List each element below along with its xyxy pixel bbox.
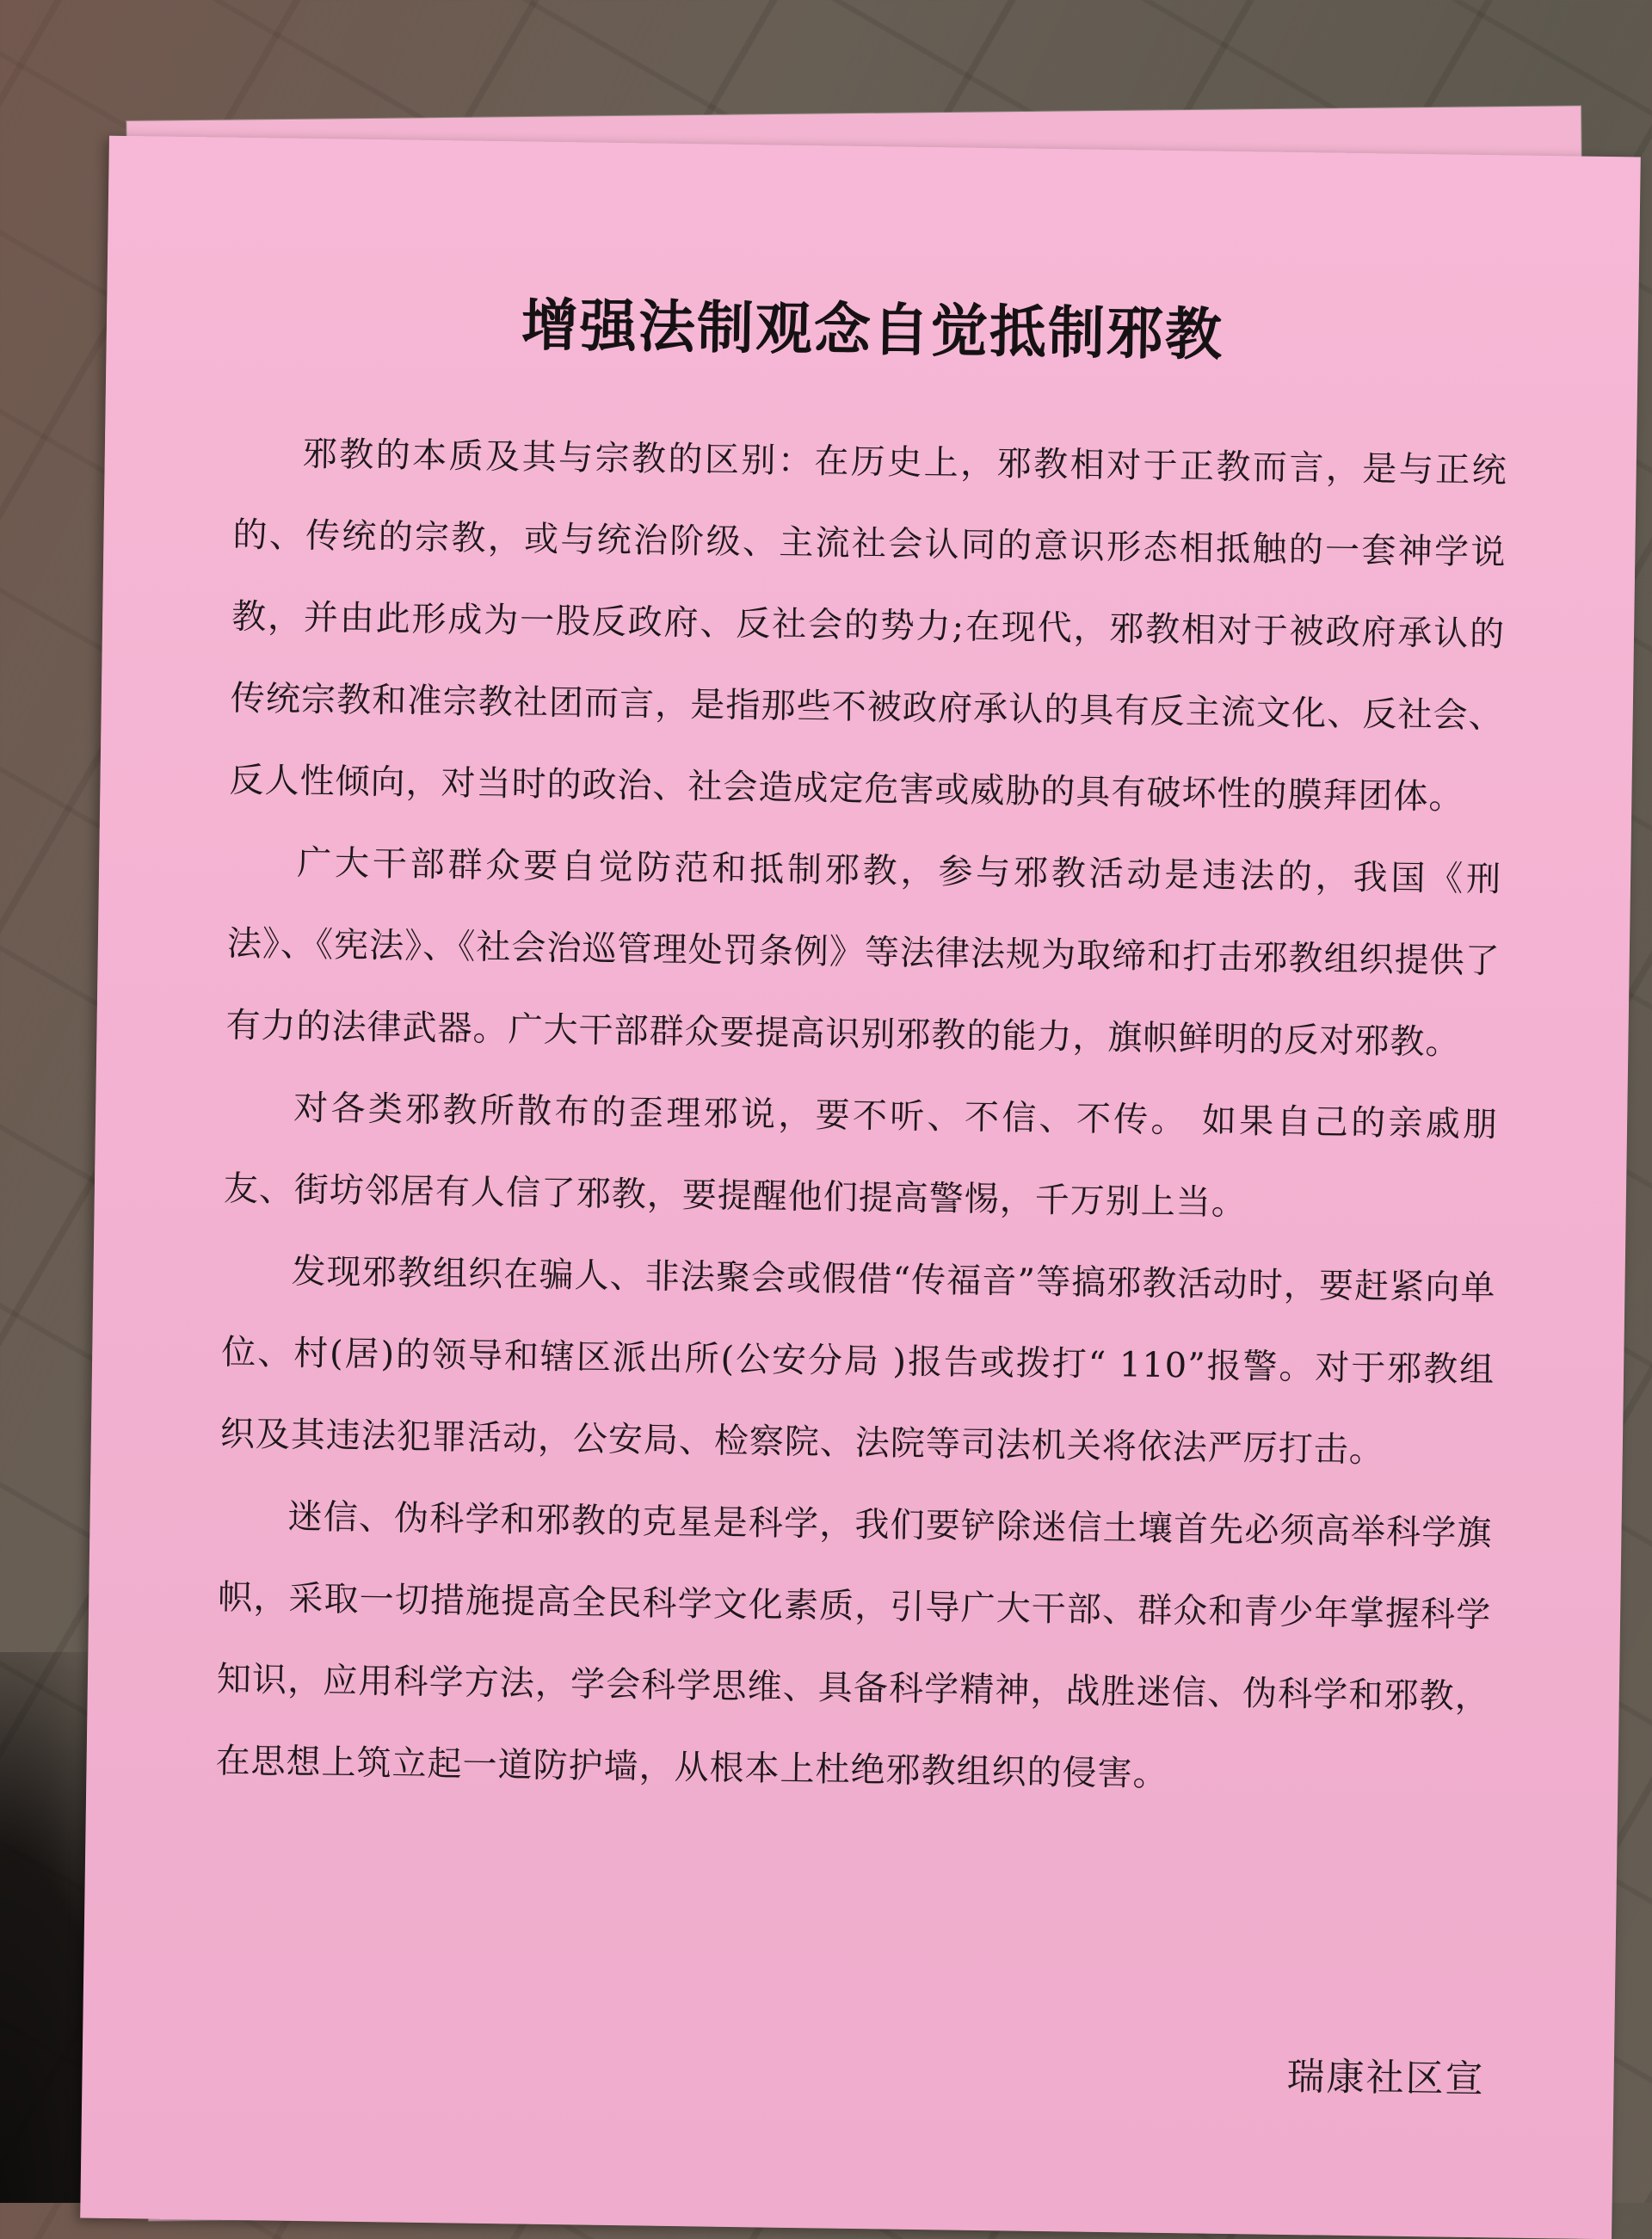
paragraph-science-against-superstition: 迷信、伪科学和邪教的克星是科学，我们要铲除迷信土壤首先必须高举科学旗帜，采取一切措施提高全民科学文化素质，引导广大干部、群众和青少年掌握科学知识，应用科学方法，学会科学思维、具备科学精神，战胜迷信、伪科学和邪教，在思想上筑立起一道防护墙，从根本上杜绝邪教组织的侵害。 bbox=[215, 1496, 1493, 1795]
paragraph-resist-cults: 广大干部群众要自觉防范和抵制邪教，参与邪教活动是违法的，我国《刑法》、《宪法》、《社会治巡管理处罚条例》等法律法规为取缔和打击邪教组织提供了有力的法律武器。广大干部群众要提高识别邪教的能力，旗帜鲜明的反对邪教。 bbox=[225, 842, 1502, 1063]
document-body bbox=[215, 413, 1507, 1821]
signature-issuer: 瑞康社区宣 bbox=[1286, 2055, 1485, 2102]
paragraph-report-activities: 发现邪教组织在骗人、非法聚会或假借“传福音”等搞邪教活动时，要赶紧向单位、村(居)的领导和辖区派出所(公安分局 )报告或拨打“ 110”报警。对于邪教组织及其违法犯罪活动，公安局、检察院、法院等司法机关将依法严厉打击。 bbox=[219, 1251, 1496, 1471]
paragraph-do-not-spread: 对各类邪教所散布的歪理邪说，要不听、不信、不传。 如果自己的亲戚朋友、街坊邻居有人信了邪教，要提醒他们提高警惕，千万别上当。 bbox=[223, 1088, 1499, 1224]
paragraph-cult-definition: 邪教的本质及其与宗教的区别：在历史上，邪教相对于正教而言，是与正统的、传统的宗教，或与统治阶级、主流社会认同的意识形态相抵触的一套神学说教，并由此形成为一股反政府、反社会的势力;在现代，邪教相对于被政府承认的传统宗教和准宗教社团而言，是指那些不被政府承认的具有反主流文化、反社会、反人性倾向，对当时的政治、社会造成定危害或威胁的具有破坏性的膜拜团体。 bbox=[229, 434, 1508, 817]
pink-flyer-page bbox=[80, 136, 1641, 2239]
document-title: 增强法制观念自觉抵制邪教 bbox=[521, 292, 1224, 368]
